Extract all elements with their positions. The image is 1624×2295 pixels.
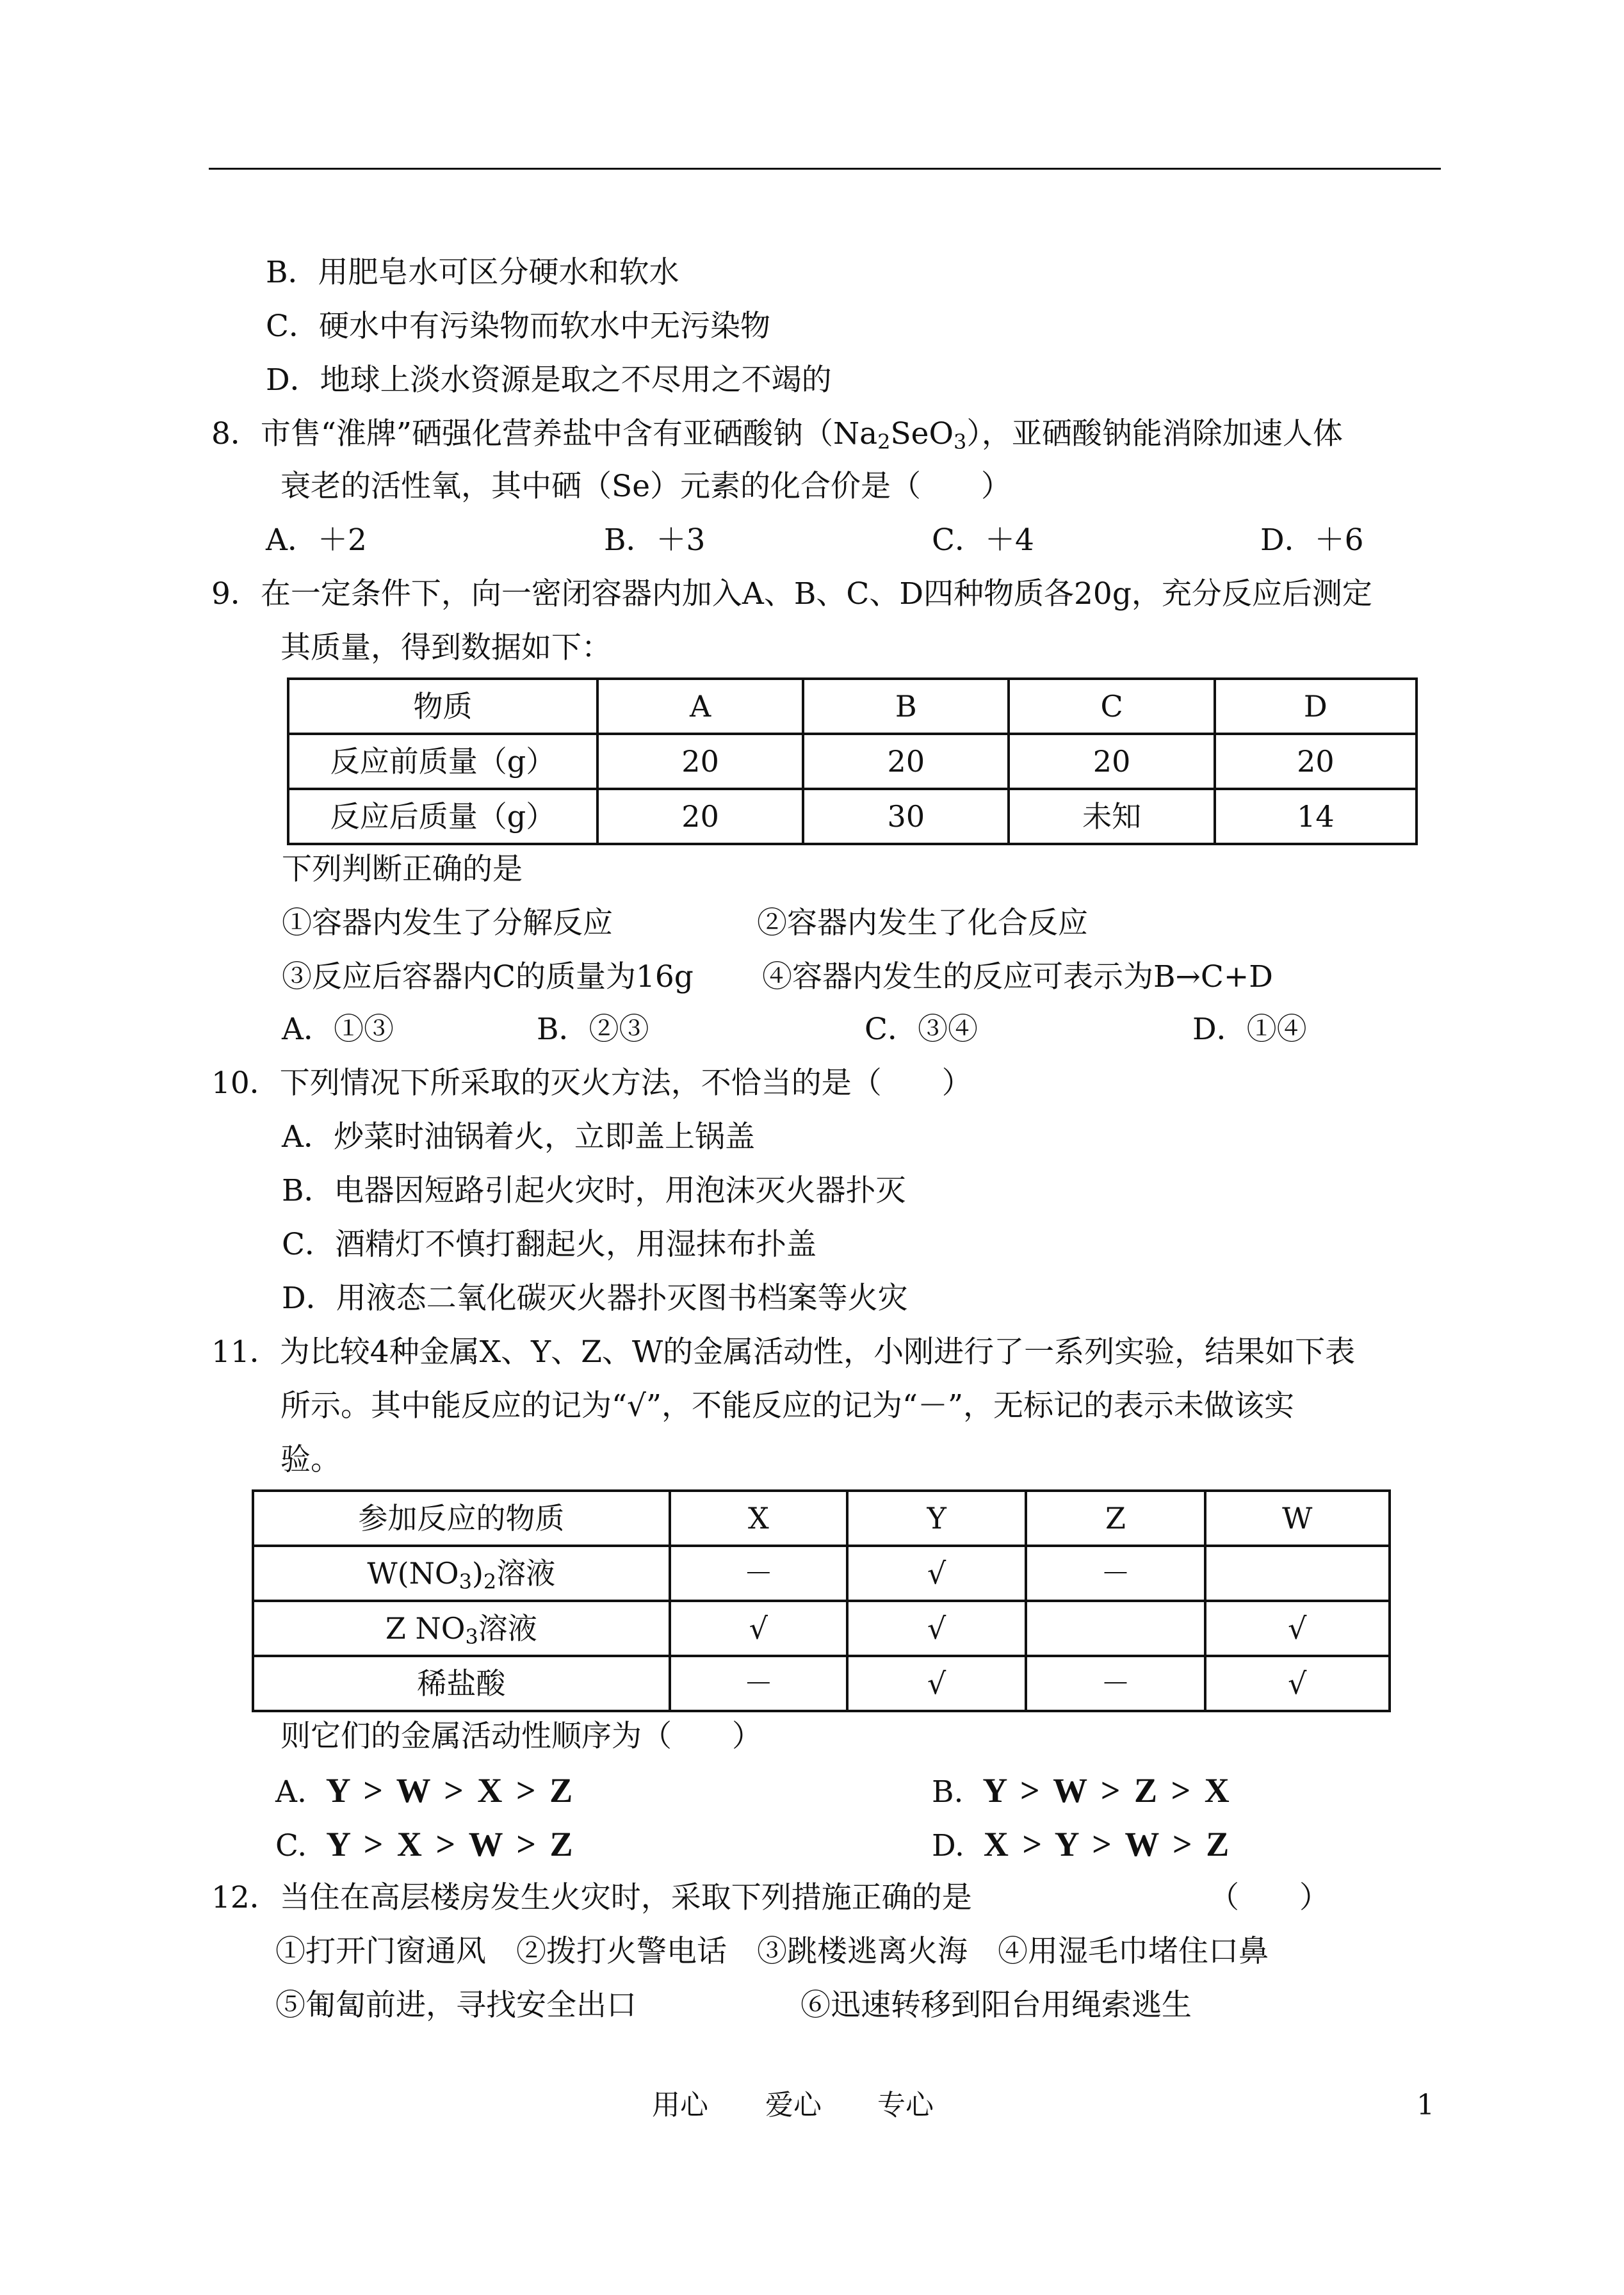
table-cell: √ [1205,1656,1390,1711]
table-header-cell: 参加反应的物质 [253,1491,670,1546]
q12-choices-line1: ①打开门窗通风 ②拨打火警电话 ③跳楼逃离火海 ④用湿毛巾堵住口鼻 [275,1934,1269,1969]
table-header-cell: X [670,1491,847,1546]
q7-option-b: B．用肥皂水可区分硬水和软水 [266,255,679,290]
q8-option-c: C．＋4 [932,523,1034,558]
q10-option-b: B．电器因短路引起火灾时，用泡沫灭火器扑灭 [282,1173,906,1208]
q9-statement-2: ②容器内发生了化合反应 [757,905,1088,941]
q10-option-c: C．酒精灯不慎打翻起火，用湿抹布扑盖 [282,1227,816,1262]
table-cell: 20 [597,734,803,789]
q9-option-a: A．①③ [282,1012,394,1047]
table-header-cell: B [803,679,1009,734]
q10-option-d: D．用液态二氧化碳灭火器扑灭图书档案等火灾 [282,1281,908,1316]
q11-stem-line1: 11．为比较4种金属X、Y、Z、W的金属活动性，小刚进行了一系列实验，结果如下表 [211,1334,1356,1370]
q9-option-c: C．③④ [865,1012,978,1047]
q11-option-d: D. X > Y > W > Z [932,1825,1232,1863]
table-row-label: $W(NO_3)_2$溶液 [253,1546,670,1601]
table-cell: √ [1205,1601,1390,1656]
q11-option-c: C. Y > X > W > Z [275,1825,576,1863]
table-row [253,1546,1390,1601]
table-row [253,1656,1390,1711]
q9-data-table [287,677,1418,845]
table-header-cell: C [1009,679,1214,734]
table-cell: 20 [1009,734,1214,789]
q9-stem-line2: 其质量，得到数据如下： [280,630,612,665]
table-cell: √ [847,1656,1026,1711]
table-header-cell: D [1215,679,1417,734]
q12-answer-paren: （ ） [1209,1880,1329,1915]
q8-stem-line1: 8．市售“淮牌”硒强化营养盐中含有亚硒酸钠$(Na_2SeO_3)$，亚硒酸钠能消除加速人体 [211,416,1343,454]
q8-stem-line2: 衰老的活性氧，其中硒（Se）元素的化合价是（ ） [280,469,1012,504]
table-header-cell: Z [1026,1491,1205,1546]
q9-option-b: B．②③ [537,1012,649,1047]
table-row [288,734,1417,789]
q12-stem: 12．当住在高层楼房发生火灾时，采取下列措施正确的是 [211,1880,972,1915]
q8-option-a: A．＋2 [266,523,367,558]
page-number: 1 [1417,2089,1434,2121]
q11-stem-line3: 验。 [280,1442,341,1477]
table-header-cell: 物质 [288,679,597,734]
table-header-cell: W [1205,1491,1390,1546]
table-header-row [288,679,1417,734]
q11-option-b: B. Y > W > Z > X [932,1771,1232,1810]
table-cell: 20 [803,734,1009,789]
q9-stem-line1: 9．在一定条件下，向一密闭容器内加入A、B、C、D四种物质各20g，充分反应后测定 [211,576,1372,612]
footer-motto-3: 专心 [877,2089,934,2121]
table-cell: － [1026,1546,1205,1601]
footer-motto-1: 用心 [652,2089,708,2121]
q9-prompt: 下列判断正确的是 [282,852,523,887]
q8-option-d: D．＋6 [1260,523,1364,558]
table-row-label: Z $NO_3$溶液 [253,1601,670,1656]
footer-motto-2: 爱心 [765,2089,822,2121]
table-row [253,1601,1390,1656]
q9-statement-4: ④容器内发生的反应可表示为B→C+D [762,959,1273,994]
q10-stem: 10．下列情况下所采取的灭火方法，不恰当的是（ ） [211,1066,972,1101]
table-cell: √ [847,1601,1026,1656]
table-cell: √ [847,1546,1026,1601]
table-cell: √ [670,1601,847,1656]
q11-option-a: A. Y > W > X > Z [275,1771,576,1810]
table-cell [1205,1546,1390,1601]
table-cell: 反应后质量（g） [288,789,597,844]
q12-choices-line2a: ⑤匍匐前进，寻找安全出口 [275,1988,637,2023]
header-rule [209,168,1441,170]
table-row-label: 稀盐酸 [253,1656,670,1711]
q11-stem-line2: 所示。其中能反应的记为“√”，不能反应的记为“－”，无标记的表示未做该实 [280,1388,1295,1423]
table-header-cell: Y [847,1491,1026,1546]
table-header-row [253,1491,1390,1546]
table-cell: 30 [803,789,1009,844]
q7-option-c: C．硬水中有污染物而软水中无污染物 [266,309,770,344]
q7-option-d: D．地球上淡水资源是取之不尽用之不竭的 [266,362,832,398]
q12-choices-line2b: ⑥迅速转移到阳台用绳索逃生 [800,1988,1192,2023]
table-cell: 未知 [1009,789,1214,844]
q9-statement-3: ③反应后容器内C的质量为16g [282,959,694,994]
q9-statement-1: ①容器内发生了分解反应 [282,905,613,941]
table-cell: － [670,1656,847,1711]
table-cell: － [670,1546,847,1601]
table-cell: 20 [597,789,803,844]
q11-prompt: 则它们的金属活动性顺序为（ ） [280,1719,762,1754]
table-cell: － [1026,1656,1205,1711]
q10-option-a: A．炒菜时油锅着火，立即盖上锅盖 [282,1119,755,1155]
table-cell: 14 [1215,789,1417,844]
table-cell [1026,1601,1205,1656]
table-row [288,789,1417,844]
table-cell: 反应前质量（g） [288,734,597,789]
table-cell: 20 [1215,734,1417,789]
table-header-cell: A [597,679,803,734]
q9-option-d: D．①④ [1192,1012,1307,1047]
q11-data-table [252,1489,1391,1712]
q8-option-b: B．＋3 [604,523,706,558]
